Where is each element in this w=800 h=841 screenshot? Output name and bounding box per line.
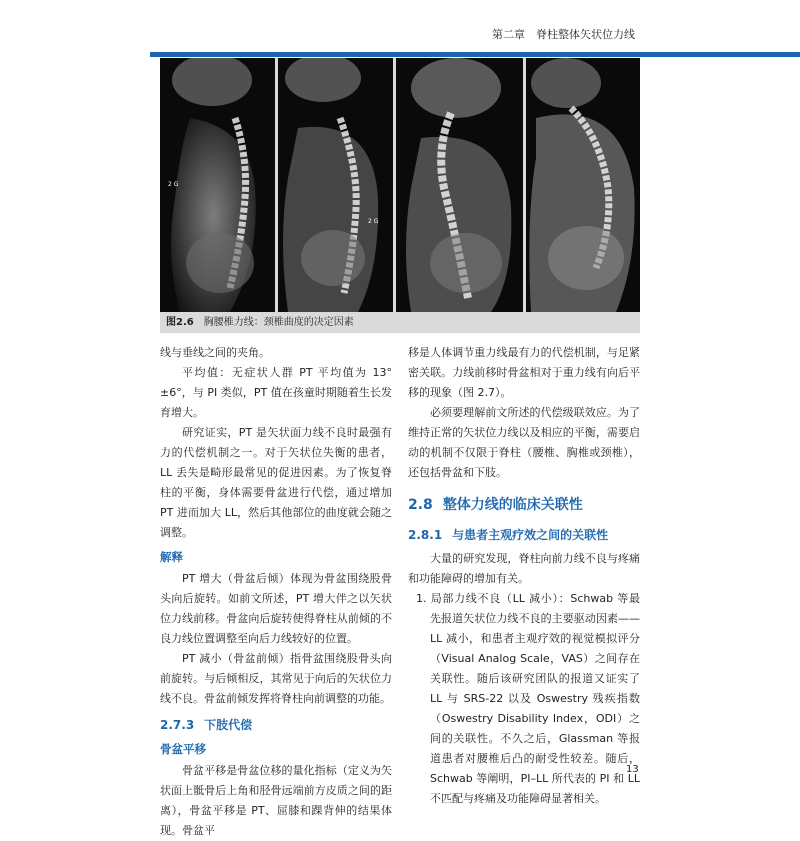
subheading-explain: 解释 [160,550,183,564]
section-heading-2-8-1 [408,525,640,545]
section-title: 整体力线的临床关联性 [442,497,583,513]
xray-panel-4 [526,58,640,312]
paragraph: 必须要理解前文所述的代偿级联效应。为了维持正常的矢状位力线以及相应的平衡，需要启动的机制不仅限于脊柱（腰椎、胸椎或颈椎），还包括骨盆和下肢。 [408,406,640,479]
list-item: 1. 局部力线不良（LL 减小）：Schwab 等最先报道矢状位力线不良的主要驱动因素——LL 减小，和患者主观疗效的视觉模拟评分（Visual Analog Scale，VAS）之间存在关联性。随后该研究团队的报道又证实了 LL 与 SRS-22 以及 Oswestry 残疾指数（Oswestry Disability Index，ODI）之间的关联性。不久之后，Glassman 等报道患者对腰椎后凸的耐受性较差。随后，Schwab 等阐明，PI–LL 所代表的 PI 和 LL 不匹配与疼痛及功能障碍显著相关。 [416,592,640,805]
left-column [160,343,392,841]
paragraph: 大量的研究发现，脊柱向前力线不良与疼痛和功能障碍的增加有关。 [408,552,640,585]
section-number: 2.8 [408,497,433,513]
figure-caption-text: 胸腰椎力线：颈椎曲度的决定因素 [203,317,354,328]
figure-2-6 [160,58,640,333]
paragraph: 研究证实，PT 是矢状面力线不良时最强有力的代偿机制之一。对于矢状位失衡的患者，LL 丢失是畸形最常见的促进因素。为了恢复脊柱的平衡，身体需要骨盆进行代偿，通过增加 PT 进而加大 LL，然后其他部位的曲度就会随之调整。 [160,426,392,539]
section-heading-2-7-3 [160,715,392,735]
subheading-pelvic-translation: 骨盆平移 [160,742,206,756]
xray-panel-1 [160,58,275,312]
section-heading-2-8 [408,495,640,515]
section-number: 2.7.3 [160,718,195,732]
xray-label-1: 2 G [168,181,179,188]
paragraph: 骨盆平移是骨盆位移的量化指标（定义为矢状面上骶骨后上角和胫骨远端前方皮质之间的距离），骨盆平移是 PT、屈膝和踝背伸的结果体现。骨盆平 [160,764,392,837]
section-title: 与患者主观疗效之间的关联性 [452,528,609,542]
paragraph: PT 增大（骨盆后倾）体现为骨盆围绕股骨头向后旋转。如前文所述，PT 增大伴之以矢状位力线前移。骨盆向后旋转使得脊柱从前倾的不良力线位置调整至向后力线较好的位置。 [160,572,392,645]
paragraph: 平均值：无症状人群 PT 平均值为 13° ±6°，与 PI 类似，PT 值在孩童时期随着生长发育增大。 [160,366,392,419]
figure-caption [160,312,640,333]
xray-panel-2 [278,58,393,312]
paragraph: PT 减小（骨盆前倾）指骨盆围绕股骨头向前旋转。与后倾相反，其常见于向后的矢状位力线不良。骨盆前倾发挥将脊柱向前调整的功能。 [160,652,392,705]
paragraph: 线与垂线之间的夹角。 [160,346,270,359]
section-number: 2.8.1 [408,528,443,542]
section-title: 下肢代偿 [204,718,253,732]
right-column [408,343,640,809]
xray-label-2: 2 G [368,218,379,225]
xray-panel-3 [396,58,523,312]
page-number: 13 [626,764,639,775]
running-head: 第二章 脊柱整体矢状位力线 [492,28,635,41]
header-rule [150,52,800,57]
paragraph: 移是人体调节重力线最有力的代偿机制，与足紧密关联。力线前移时骨盆相对于重力线有向后平移的现象（图 2.7）。 [408,346,640,399]
figure-number: 图2.6 [166,317,194,328]
